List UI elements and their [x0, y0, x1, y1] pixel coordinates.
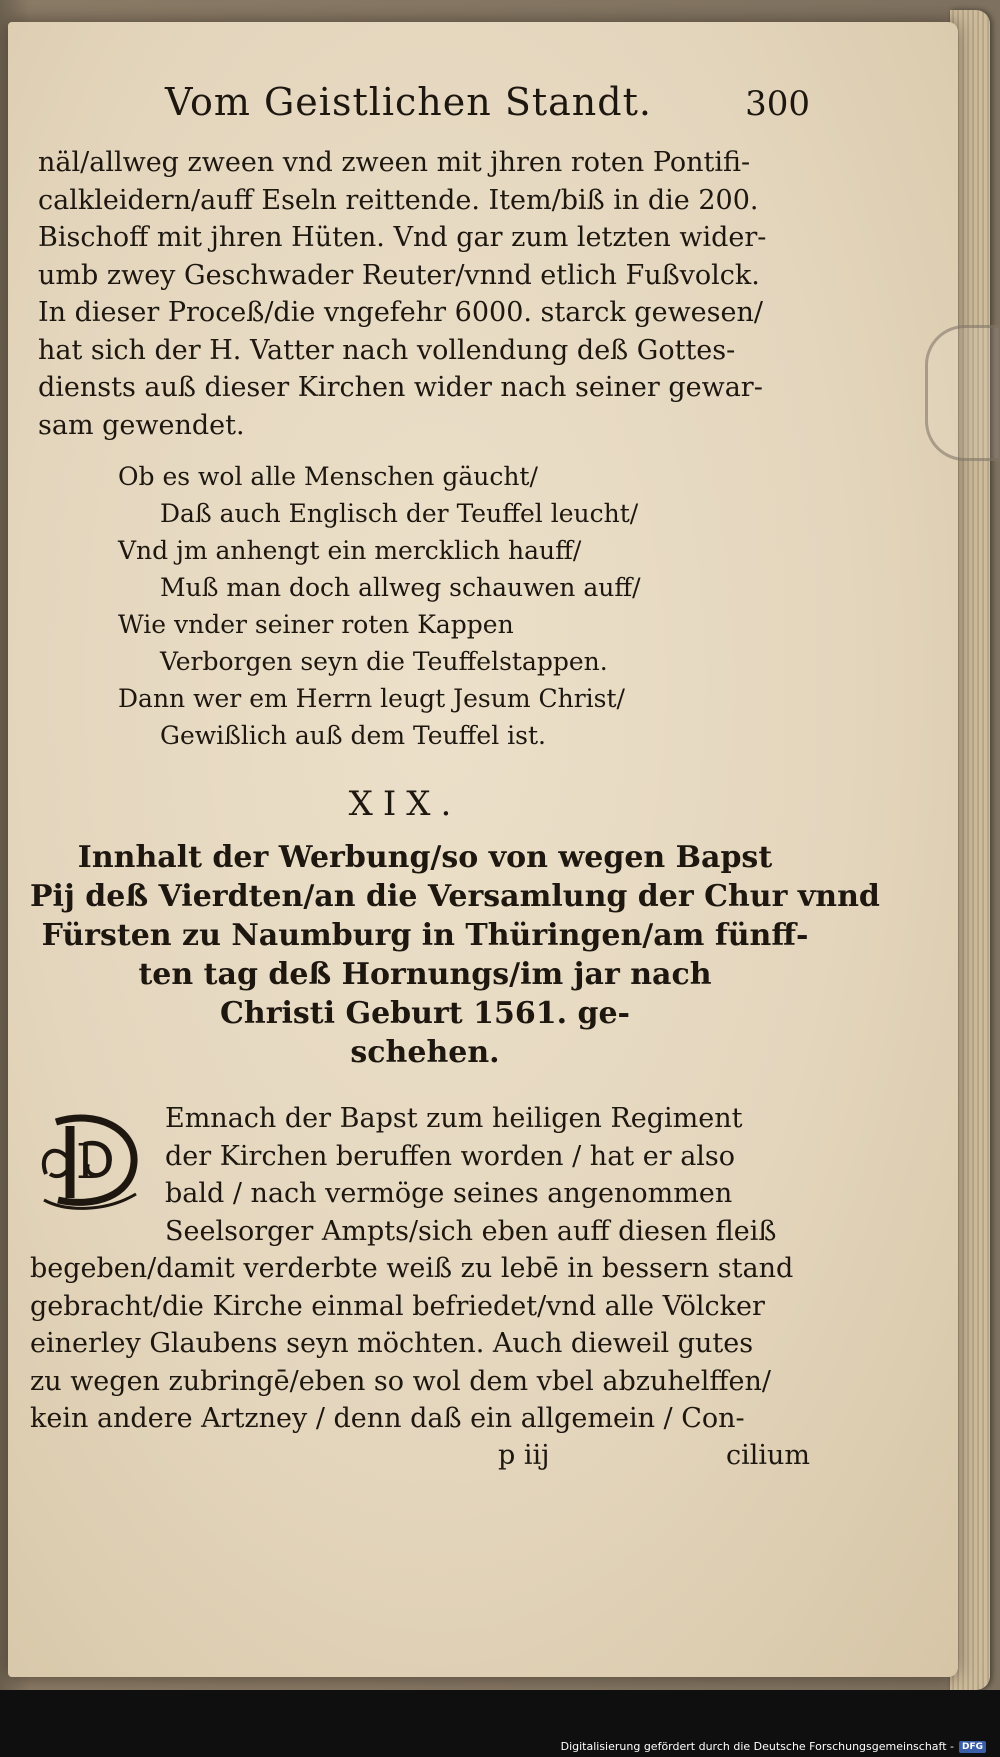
- text-line: Bischoff mit jhren Hüten. Vnd gar zum letzten wider-: [38, 222, 767, 253]
- verse-line: Daß auch Englisch der Teuffel leucht/: [160, 499, 639, 528]
- opening-paragraph: [38, 144, 820, 444]
- text-line: Seelsorger Ampts/sich eben auff diesen fleiß: [165, 1215, 777, 1247]
- verse-line: Gewißlich auß dem Teuffel ist.: [160, 721, 546, 750]
- page-clip: [925, 325, 1000, 461]
- verse-line: Vnd jm anhengt ein mercklich hauff/: [118, 536, 582, 565]
- heading-line: Fürsten zu Naumburg in Thüringen/am fünff-: [41, 918, 809, 953]
- heading-line: Christi Geburt 1561. ge-: [220, 996, 630, 1031]
- text-line: einerley Glaubens seyn möchten. Auch dieweil gutes: [30, 1328, 754, 1359]
- verse-block: [30, 458, 820, 754]
- body-text: [30, 1100, 820, 1438]
- section-heading: [30, 838, 880, 1072]
- heading-line: Pij deß Vierdten/an die Versamlung der Chur vnnd: [30, 879, 880, 914]
- digitization-credit: [561, 1740, 986, 1753]
- text-line: hat sich der H. Vatter nach vollendung deß Gottes-: [38, 334, 736, 366]
- text-line: der Kirchen beruffen worden / hat er also: [165, 1140, 736, 1172]
- scan-footer-bar: [0, 1690, 1000, 1757]
- page-content: [30, 80, 880, 1471]
- verse-line: Verborgen seyn die Teuffelstappen.: [160, 647, 608, 676]
- text-line: zu wegen zubringē/eben so wol dem vbel abzuhelffen/: [30, 1365, 772, 1397]
- verse-line: Wie vnder seiner roten Kappen: [118, 610, 514, 639]
- catchword: cilium: [725, 1439, 810, 1471]
- text-line: calkleidern/auff Eseln reittende. Item/biß in die 200.: [38, 184, 759, 216]
- text-line: bald / nach vermöge seines angenommen: [165, 1178, 733, 1209]
- heading-line: ten tag deß Hornungs/im jar nach: [138, 957, 712, 992]
- text-line: kein andere Artzney / denn daß ein allgemein / Con-: [30, 1403, 745, 1434]
- text-line: näl/allweg zween vnd zween mit jhren roten Pontifi-: [38, 147, 751, 178]
- running-head-title: Vom Geistlichen Standt.: [165, 80, 652, 124]
- credit-text: Digitalisierung gefördert durch die Deutsche Forschungsgemeinschaft -: [560, 1740, 954, 1753]
- page-footer-line: [30, 1440, 820, 1471]
- text-line: umb zwey Geschwader Reuter/vnnd etlich Fußvolck.: [38, 259, 760, 291]
- text-line: gebracht/die Kirche einmal befriedet/vnd alle Völcker: [30, 1290, 765, 1322]
- dfg-logo-icon: DFG: [959, 1741, 986, 1753]
- signature-mark: p iij: [498, 1439, 550, 1471]
- verse-line: Dann wer em Herrn leugt Jesum Christ/: [118, 684, 625, 713]
- heading-line: Innhalt der Werbung/so von wegen Bapst: [77, 840, 773, 875]
- text-line: In dieser Proceß/die vngefehr 6000. starck gewesen/: [38, 297, 763, 328]
- verse-line: Muß man doch allweg schauwen auff/: [160, 573, 641, 602]
- text-line: diensts auß dieser Kirchen wider nach seiner gewar-: [38, 372, 763, 403]
- verse-line: Ob es wol alle Menschen gäucht/: [118, 462, 538, 491]
- text-line: sam gewendet.: [38, 409, 245, 441]
- heading-line: schehen.: [350, 1035, 500, 1070]
- text-line: begeben/damit verderbte weiß zu lebē in bessern stand: [30, 1253, 794, 1284]
- decorated-initial-icon: [36, 1104, 146, 1214]
- text-line: Emnach der Bapst zum heiligen Regiment: [165, 1103, 743, 1134]
- page-number: 300: [745, 84, 810, 124]
- initial-letter: D: [76, 1134, 115, 1190]
- running-head: [30, 80, 820, 140]
- chapter-number: XIX.: [348, 784, 462, 824]
